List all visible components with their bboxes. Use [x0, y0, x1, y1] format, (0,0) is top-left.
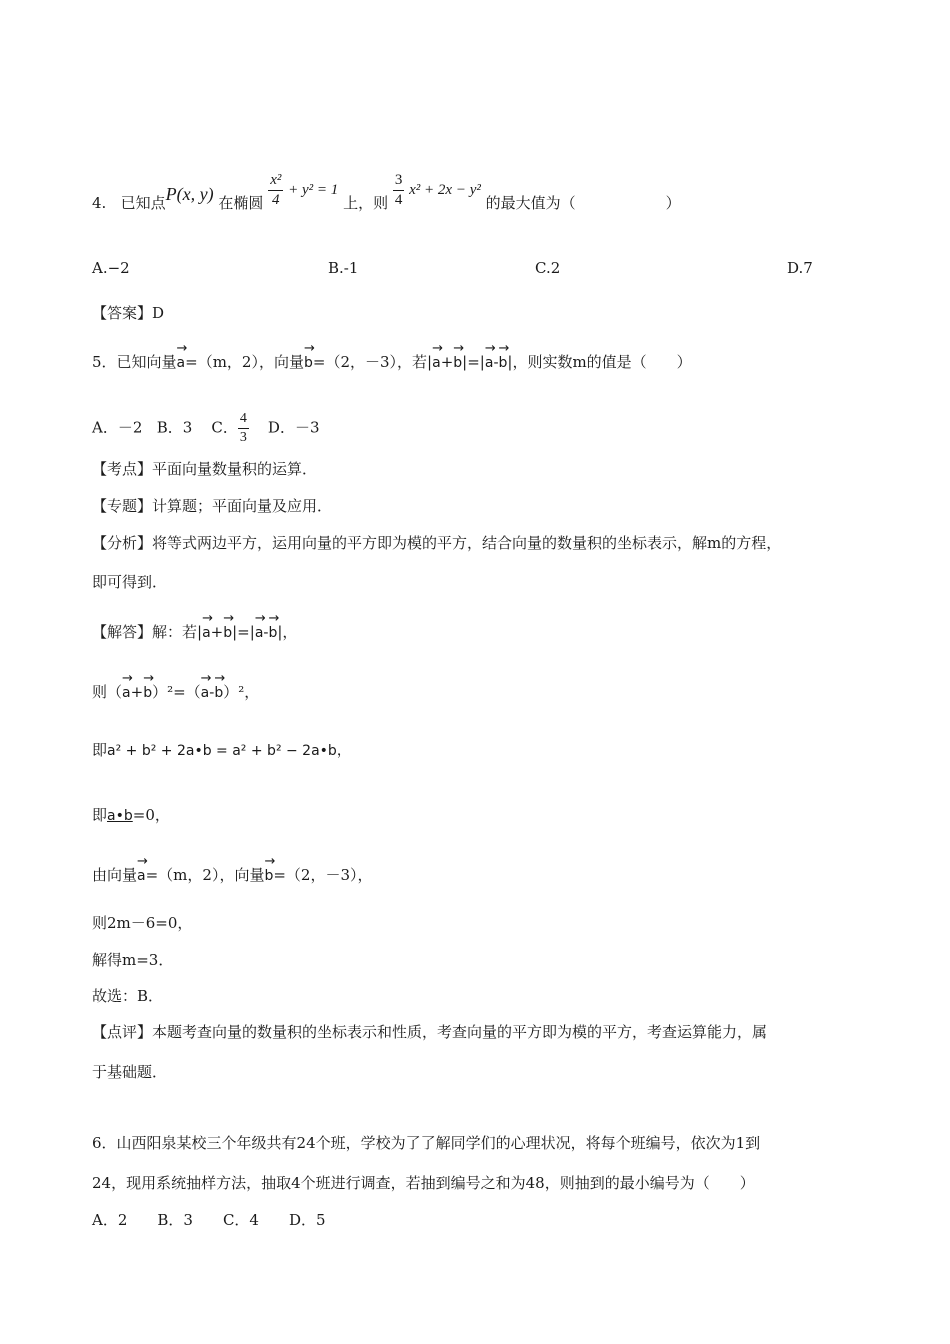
q6-stem-line2: 24，现用系统抽样方法，抽取4个班进行调查，若抽到编号之和为48，则抽到的最小编号为（ ）: [92, 1174, 755, 1192]
q4-answer: 【答案】D: [92, 304, 165, 322]
q5-step-equation: 则2m－6=0，: [92, 914, 193, 932]
q5-dianping-line1: 【点评】本题考查向量的数量积的坐标表示和性质，考查向量的平方即为模的平方，考查运算能力，属: [92, 1023, 768, 1041]
q5-options: [92, 412, 320, 445]
q4-expression: $\frac{3}{4}$ x² + 2x − y²: [394, 171, 481, 208]
q5-kaodian: 【考点】平面向量数量积的运算．: [92, 460, 318, 478]
q4-text-mid: 在椭圆: [218, 194, 264, 212]
q4-option-d: D.7: [787, 259, 813, 277]
q5-jieda: 【解答】解：若|→ a+→ b|=|→ a-→ b|，: [92, 622, 297, 643]
q5-choice: 故选：B．: [92, 987, 164, 1005]
vector-a: → a: [177, 353, 186, 373]
q5-option-d: D．－3: [267, 418, 320, 437]
q5-dianping-line2: 于基础题．: [92, 1063, 168, 1081]
q4-option-b: B.-1: [328, 259, 359, 277]
q5-step-square: 则（→ a+→ b）²=（→ a-→ b）²，: [92, 682, 259, 703]
q5-fenxi-line1: 【分析】将等式两边平方，运用向量的平方即为模的平方，结合向量的数量积的坐标表示，解m的方程，: [92, 534, 782, 552]
q4-number: 4.: [92, 194, 107, 212]
q4-text-pre: 已知点: [120, 194, 166, 212]
expanded-equation: a² + b² + 2a•b = a² + b² − 2a•b，: [107, 743, 351, 759]
q5-step-vectors: 由向量→ a=（m，2），向量→ b=（2，－3），: [92, 865, 373, 886]
q4-option-a: A.−2: [92, 259, 130, 277]
q5-option-b: B．3: [156, 418, 193, 437]
q6-options: A．2 B．3 C．4 D．5: [92, 1211, 326, 1229]
q4-point: P(x, y): [165, 184, 214, 204]
q5-step-solve: 解得m=3．: [92, 951, 174, 969]
q5-option-c-frac: $\frac{4}{3}$: [239, 411, 247, 445]
q4-text-then: 上，则: [343, 194, 389, 212]
q5-stem: 5．已知向量→ a=（m，2），向量→ b=（2，－3），若|→ a+→ b|=|→ a-→ b|，则实数m的值是（ ）: [92, 352, 692, 373]
q5-step-dot-zero: 即a•b=0，: [92, 806, 170, 824]
q4-expr-frac: $\frac{3}{4}$: [394, 171, 403, 208]
q6-stem-line1: 6．山西阳泉某校三个年级共有24个班，学校为了了解同学们的心理状况，将每个班编号，依次为1到: [92, 1134, 761, 1152]
q4-options: [92, 258, 872, 278]
q4-option-c: C.2: [535, 259, 561, 277]
q4-text-tail: 的最大值为（ ）: [485, 194, 681, 212]
q5-zhuanti: 【专题】计算题；平面向量及应用．: [92, 497, 333, 515]
q4-ellipse-formula: $\frac{\text{x²}}{4}$ + y² = 1: [270, 171, 339, 208]
q4-ellipse-frac: $\frac{\text{x²}}{4}$: [270, 171, 282, 208]
q5-option-c: C．: [211, 418, 238, 437]
q5-number-text: 5．已知向量: [92, 353, 177, 371]
dot-product: a•b: [107, 808, 133, 824]
q5-option-a: A．－2: [92, 418, 143, 437]
q4-stem: [92, 171, 681, 222]
q5-fenxi-line2: 即可得到．: [92, 573, 168, 591]
vector-b: → b: [304, 353, 313, 373]
q5-step-expand: 即a² + b² + 2a•b = a² + b² − 2a•b，: [92, 741, 351, 759]
